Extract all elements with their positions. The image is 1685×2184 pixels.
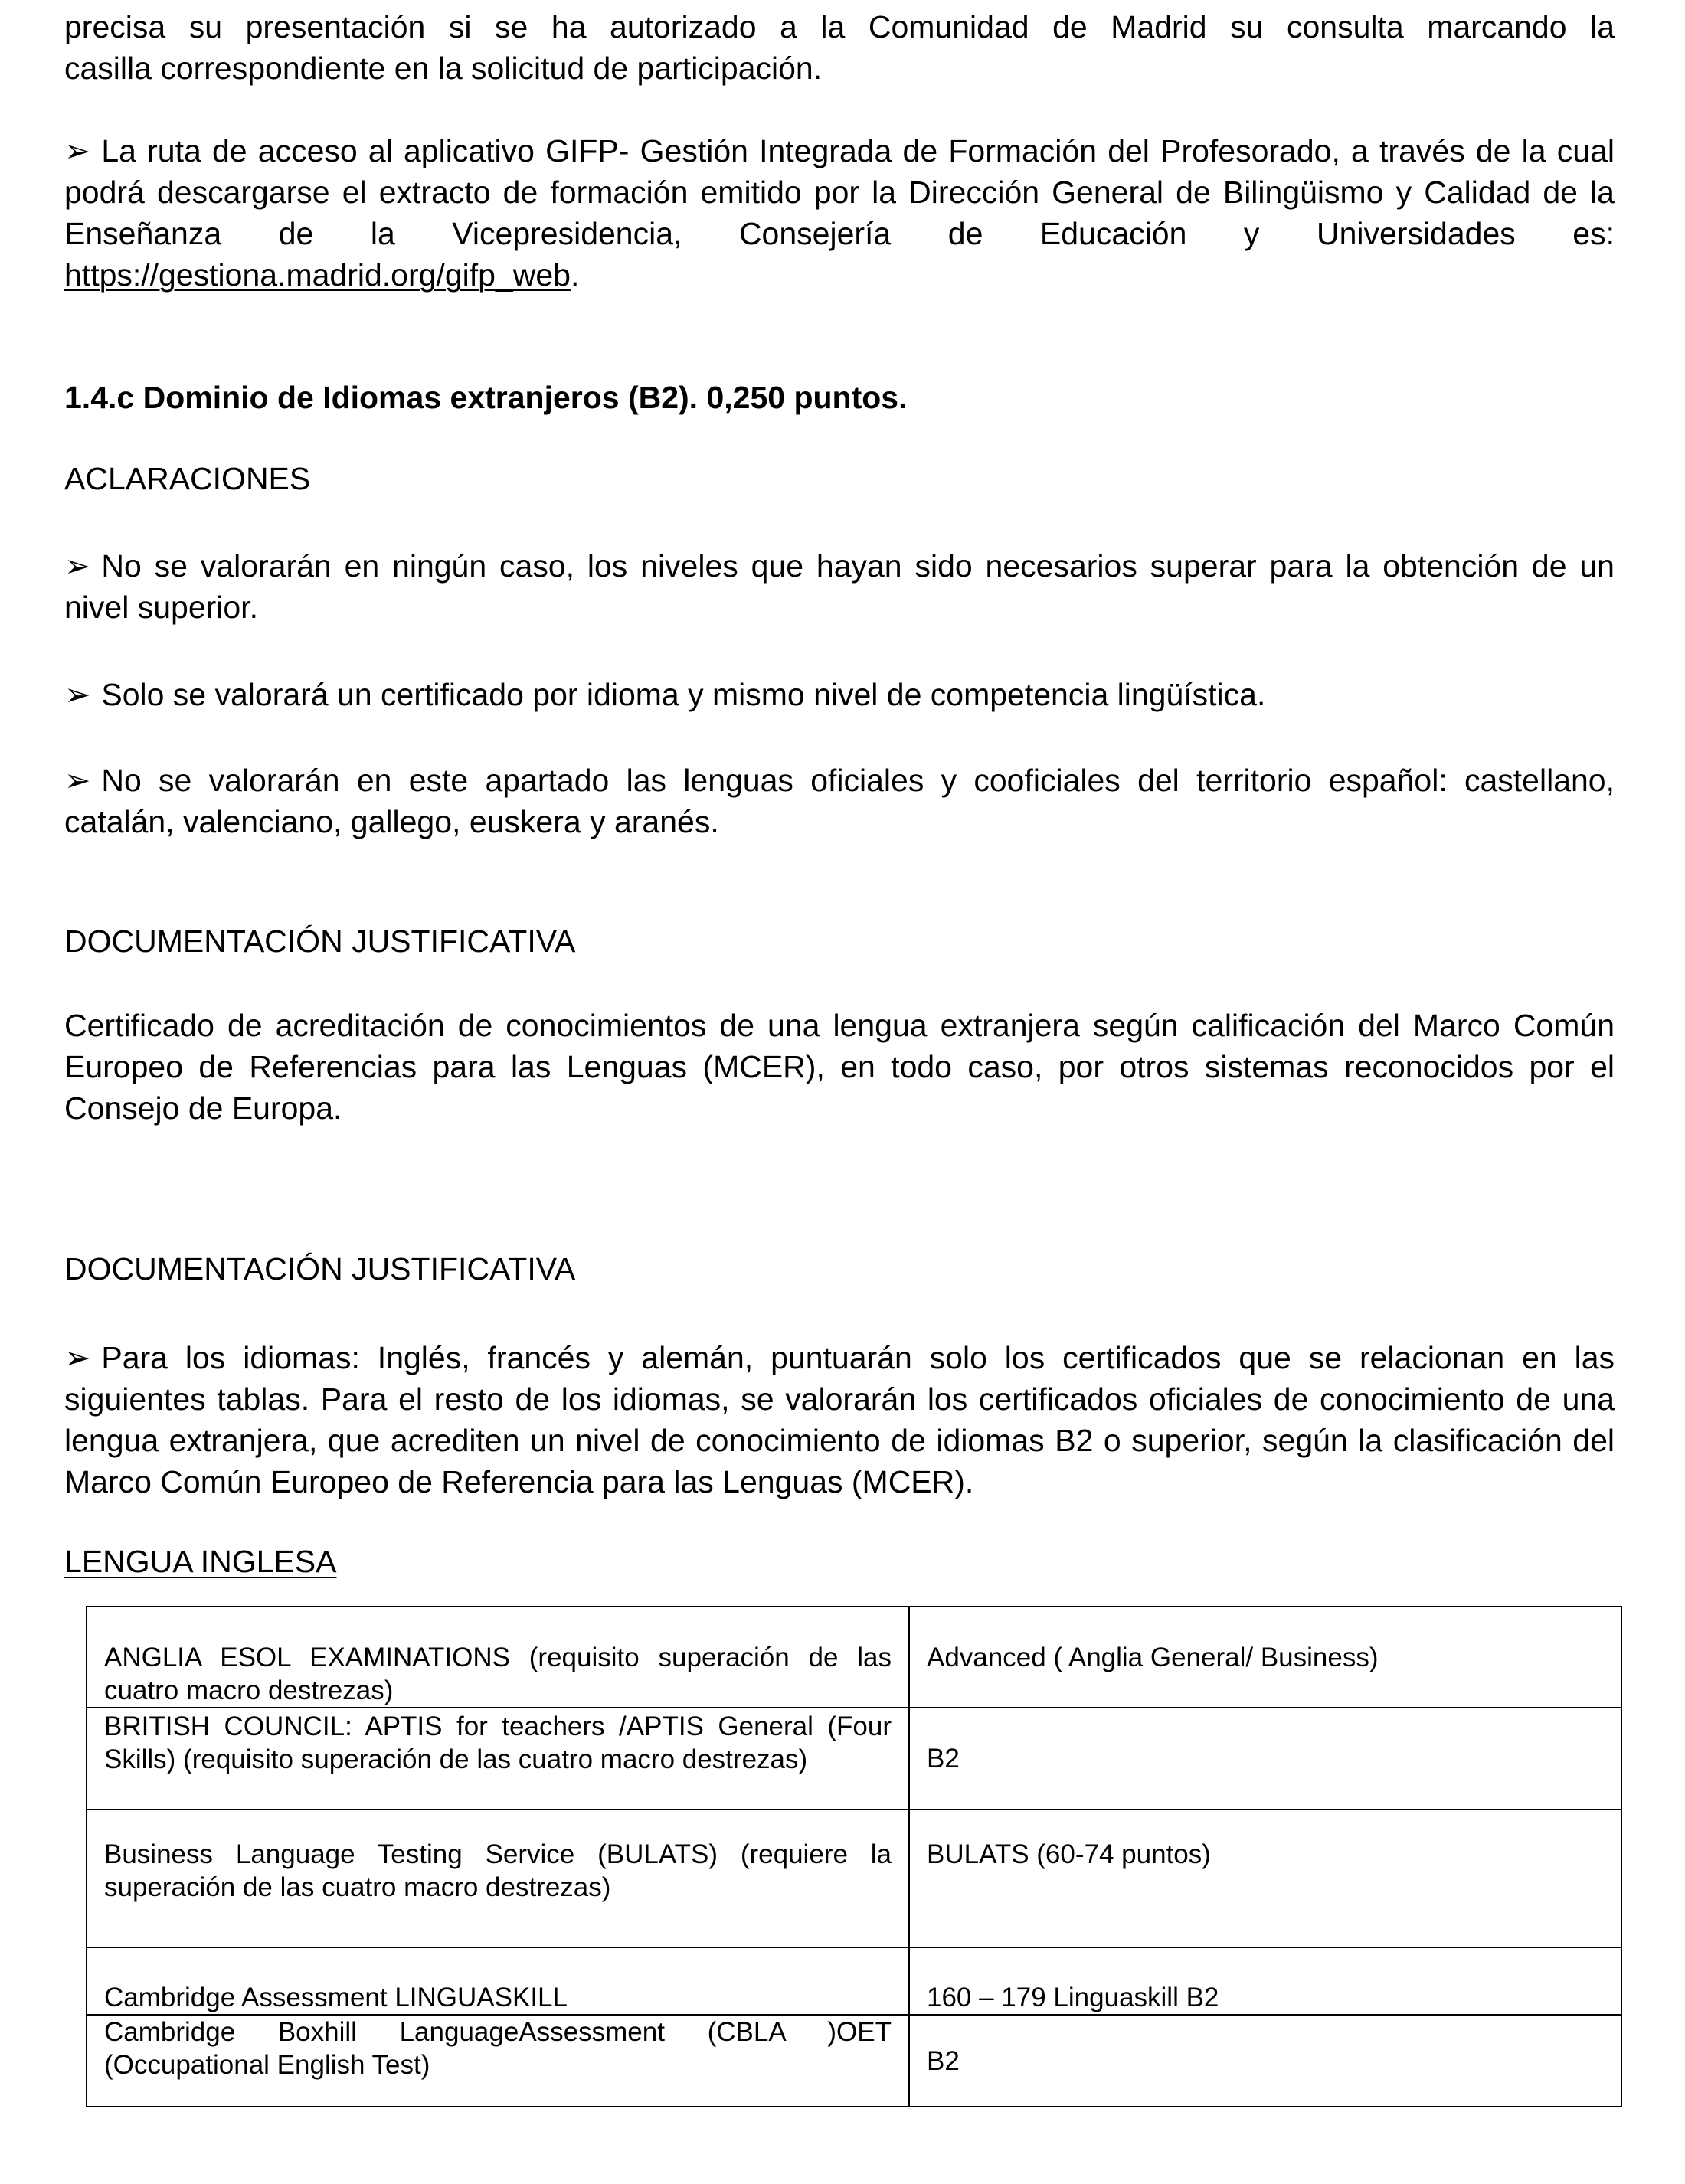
exam-cell: BRITISH COUNCIL: APTIS for teachers /APTIS General (Four Skills) (requisito superación de las cuatro macro destrezas) — [87, 1708, 909, 1810]
doc-text-2-body: Para los idiomas: Inglés, francés y alemán, puntuarán solo los certificados que se relacionan en las siguientes tablas. Para el resto de los idiomas, se valorarán los certificados oficiales de conocimiento de una lengua extranjera, que acrediten un nivel de conocimiento de idiomas B2 o superior, según la clasificación del Marco Común Europeo de Referencia para las Lenguas (MCER). — [64, 1340, 1615, 1499]
level-cell: B2 — [909, 2015, 1621, 2107]
doc-text-2 — [64, 1337, 1615, 1502]
level-cell: B2 — [909, 1708, 1621, 1810]
bullet-text: No se valorarán en ningún caso, los niveles que hayan sido necesarios superar para la obtención de un nivel superior. — [64, 548, 1615, 625]
exam-cell: Cambridge Assessment LINGUASKILL — [87, 1947, 909, 2015]
level-cell: Advanced ( Anglia General/ Business) — [909, 1607, 1621, 1708]
table-row — [87, 1947, 1621, 2015]
level-cell: 160 – 179 Linguaskill B2 — [909, 1947, 1621, 2015]
arrow-bullet-icon: ➢ — [64, 133, 91, 168]
gifp-text: La ruta de acceso al aplicativo GIFP- Gestión Integrada de Formación del Profesorado, a través de la cual podrá descargarse el extracto de formación emitido por la Dirección General de Bilingüismo y Calidad de la Enseñanza de la Vicepresidencia, Consejería de Educación y Universidades es: — [64, 133, 1615, 251]
gifp-link[interactable]: https://gestiona.madrid.org/gifp_web — [64, 257, 571, 293]
intro-line-2: casilla correspondiente en la solicitud de participación. — [64, 51, 823, 86]
exam-cell: Cambridge Boxhill LanguageAssessment (CBLA )OET (Occupational English Test) — [87, 2015, 909, 2107]
table-row — [87, 1607, 1621, 1708]
table-row — [87, 1708, 1621, 1810]
doc-text-1: Certificado de acreditación de conocimientos de una lengua extranjera según calificación del Marco Común Europeo de Referencias para las Lenguas (MCER), en todo caso, por otros sistemas reconocidos por el Consejo de Europa. — [64, 1008, 1615, 1126]
arrow-bullet-icon: ➢ — [64, 677, 91, 712]
bullet-text: No se valorarán en este apartado las lenguas oficiales y cooficiales del territorio español: castellano, catalán, valenciano, gallego, euskera y aranés. — [64, 763, 1615, 839]
level-cell: BULATS (60-74 puntos) — [909, 1810, 1621, 1947]
bullet-text: Solo se valorará un certificado por idioma y mismo nivel de competencia lingüística. — [101, 677, 1266, 712]
lengua-inglesa-heading: LENGUA INGLESA — [64, 1544, 337, 1579]
section-title: 1.4.c Dominio de Idiomas extranjeros (B2). 0,250 puntos. — [64, 380, 908, 415]
arrow-bullet-icon: ➢ — [64, 1340, 91, 1375]
arrow-bullet-icon: ➢ — [64, 763, 91, 798]
bullet-item — [64, 545, 1615, 628]
bullet-item — [64, 674, 1615, 715]
gifp-paragraph — [64, 130, 1615, 296]
exam-cell: Business Language Testing Service (BULATS) (requiere la superación de las cuatro macro destrezas) — [87, 1810, 909, 1947]
intro-line-1: precisa su presentación si se ha autorizado a la Comunidad de Madrid su consulta marcando la — [64, 9, 1615, 44]
gifp-end: . — [570, 257, 580, 293]
aclaraciones-heading: ACLARACIONES — [64, 461, 311, 496]
doc-heading-2: DOCUMENTACIÓN JUSTIFICATIVA — [64, 1251, 576, 1287]
certificates-table — [86, 1606, 1622, 2107]
table-row — [87, 1810, 1621, 1947]
bullet-item — [64, 760, 1615, 842]
exam-cell: ANGLIA ESOL EXAMINATIONS (requisito superación de las cuatro macro destrezas) — [87, 1607, 909, 1708]
table-row — [87, 2015, 1621, 2107]
arrow-bullet-icon: ➢ — [64, 548, 91, 584]
doc-heading-1: DOCUMENTACIÓN JUSTIFICATIVA — [64, 924, 576, 959]
